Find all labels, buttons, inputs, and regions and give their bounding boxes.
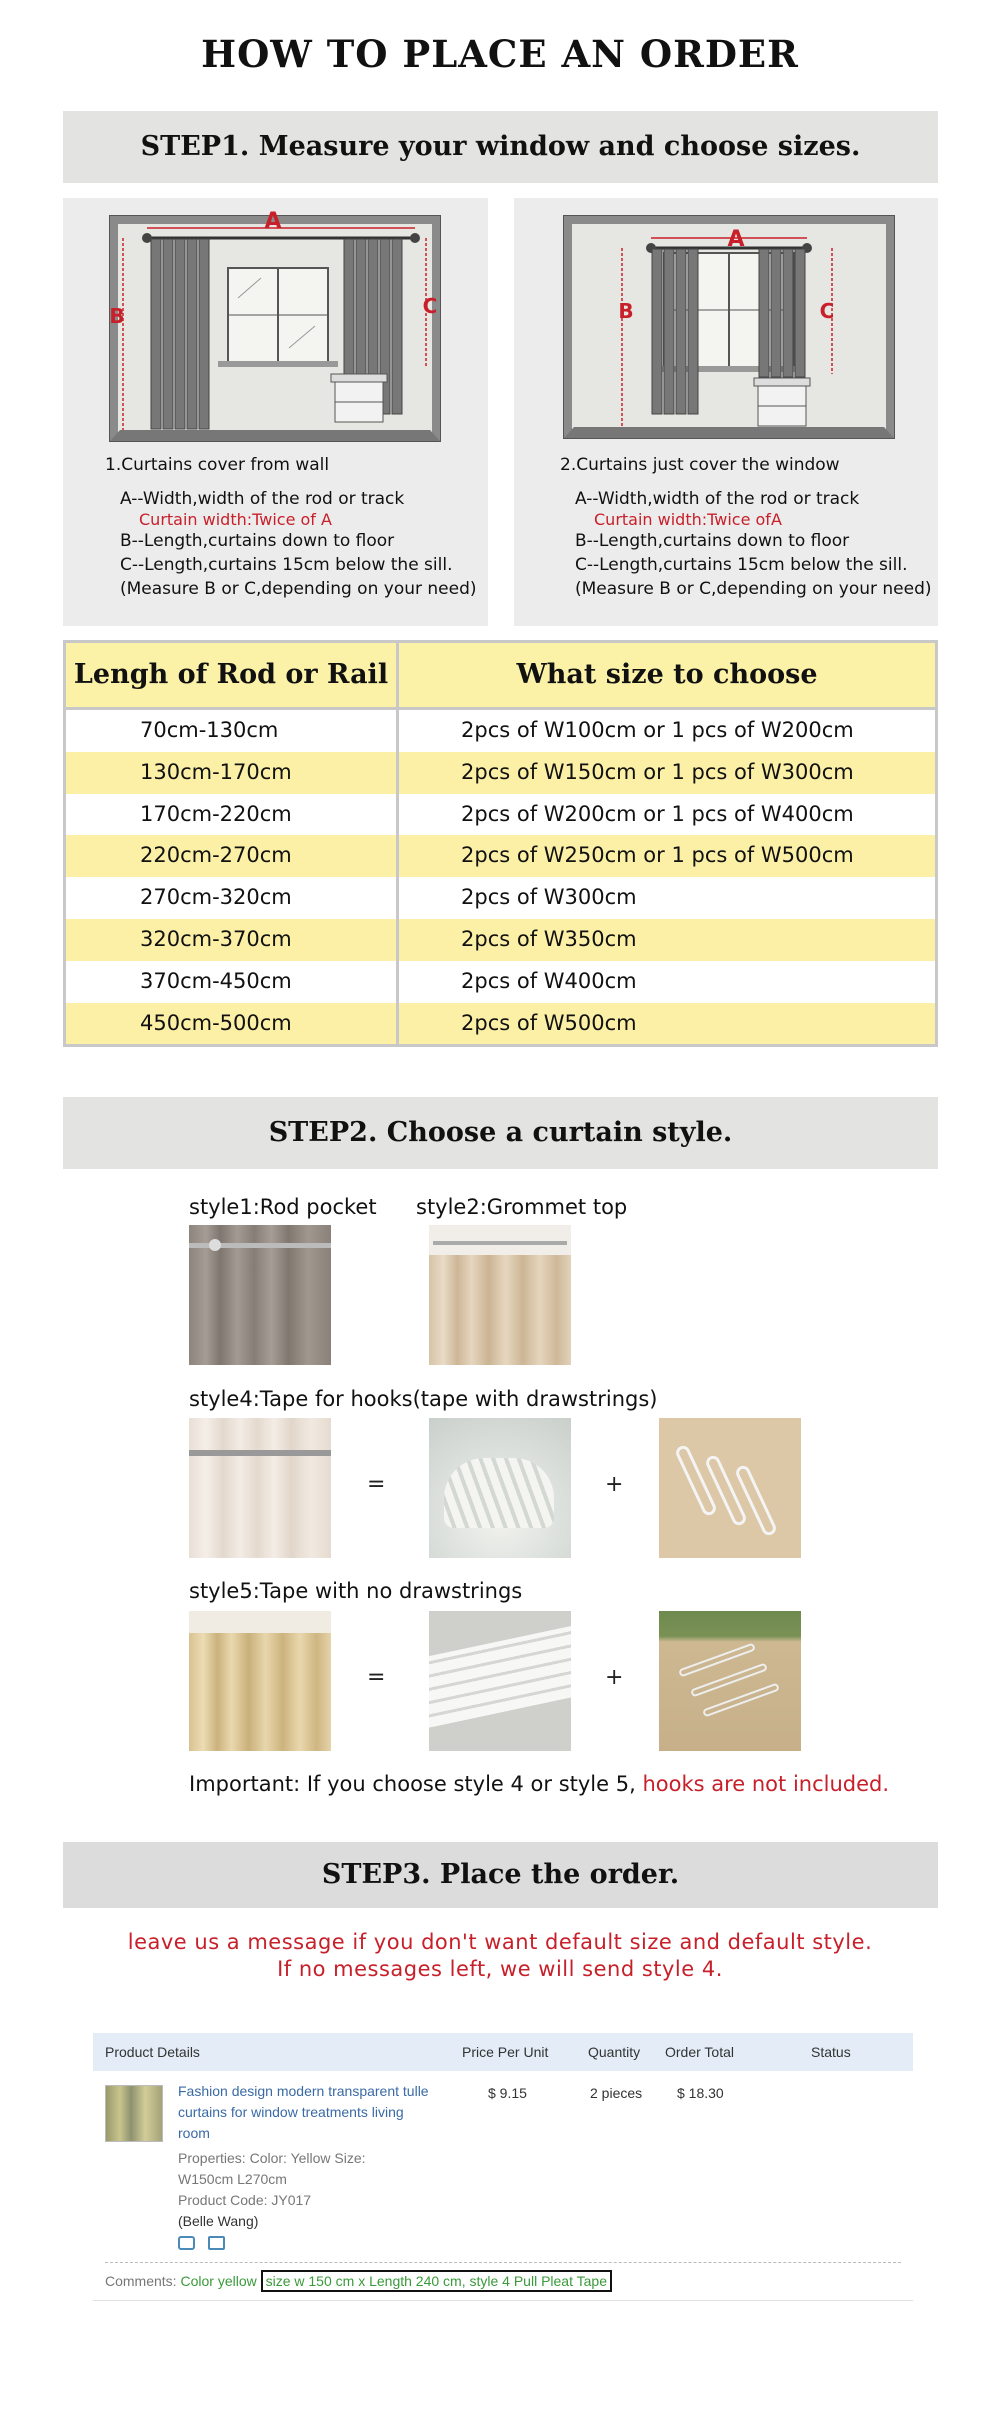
order-total-value: $ 18.30 [677, 2085, 724, 2101]
diagram1-caption: 1.Curtains cover from wall [105, 455, 330, 475]
plain-tape-photo [429, 1611, 571, 1751]
style1-label: style1:Rod pocket [189, 1195, 377, 1219]
divider [93, 2300, 913, 2301]
step3-heading: STEP3. Place the order. [63, 1842, 938, 1908]
rod-length-cell: 130cm-170cm [140, 759, 292, 784]
size-cell: 2pcs of W500cm [461, 1010, 637, 1035]
table-divider [66, 707, 935, 710]
room-diagram-window [514, 198, 938, 448]
column-product-details: Product Details [105, 2044, 200, 2060]
column-status: Status [811, 2044, 851, 2060]
price-per-unit: $ 9.15 [488, 2085, 527, 2101]
size-table [63, 640, 938, 1047]
order-message-line2: If no messages left, we will send style 4. [277, 1957, 723, 1981]
plus-sign: + [605, 1472, 624, 1497]
diagram2-line-a: A--Width,width of the rod or track [575, 489, 860, 509]
table-header-rod-length: Lengh of Rod or Rail [66, 643, 396, 707]
comments-label: Comments: [105, 2273, 177, 2289]
diagram1-line-b: B--Length,curtains down to floor [120, 531, 395, 551]
product-actions [178, 2235, 225, 2254]
column-price: Price Per Unit [462, 2044, 549, 2060]
important-note-warning: hooks are not included. [642, 1772, 890, 1796]
room-diagram-wall [63, 198, 488, 448]
page-title: HOW TO PLACE AN ORDER [201, 32, 799, 76]
product-name-line: curtains for window treatments living [178, 2104, 404, 2120]
rod-length-cell: 370cm-450cm [140, 968, 292, 993]
size-cell: 2pcs of W300cm [461, 885, 637, 910]
plus-sign: + [605, 1665, 624, 1690]
seller-name: (Belle Wang) [178, 2213, 259, 2229]
table-row [66, 1003, 935, 1045]
diagram2-curtain-width: Curtain width:Twice ofA [594, 510, 782, 529]
order-message-line1: leave us a message if you don't want default size and default style. [127, 1930, 873, 1954]
diagram1-label-b: B [109, 304, 125, 328]
table-row [66, 794, 935, 836]
diagram1-description [105, 453, 477, 601]
rod-length-cell: 270cm-320cm [140, 885, 292, 910]
table-row [66, 710, 935, 752]
plastic-hooks-photo [659, 1418, 801, 1558]
diagram2-label-a: A [727, 227, 745, 252]
product-properties-line: Properties: Color: Yellow Size: [178, 2150, 366, 2166]
order-comments [105, 2273, 612, 2289]
diagram1-line-c: C--Length,curtains 15cm below the sill. [120, 555, 453, 575]
diagram2-line-c: C--Length,curtains 15cm below the sill. [575, 555, 908, 575]
diagram1-label-c: C [422, 294, 438, 318]
table-row [66, 919, 935, 961]
diagram2-caption: 2.Curtains just cover the window [560, 455, 840, 475]
rod-length-cell: 320cm-370cm [140, 927, 292, 951]
order-summary [93, 2033, 913, 2301]
table-row [66, 961, 935, 1003]
product-name-line: Fashion design modern transparent tulle [178, 2083, 429, 2099]
diagram2-line-b: B--Length,curtains down to floor [575, 531, 850, 551]
column-order-total: Order Total [665, 2044, 734, 2060]
style5-label: style5:Tape with no drawstrings [189, 1579, 523, 1603]
product-name-link[interactable] [178, 2081, 429, 2144]
table-row [66, 752, 935, 794]
table-header-size: What size to choose [399, 643, 935, 707]
order-header [93, 2033, 913, 2071]
diagram1-note: (Measure B or C,depending on your need) [120, 579, 477, 599]
product-thumbnail[interactable] [105, 2085, 163, 2142]
size-cell: 2pcs of W150cm or 1 pcs of W300cm [461, 759, 854, 784]
style2-label: style2:Grommet top [416, 1195, 628, 1219]
size-cell: 2pcs of W400cm [461, 968, 637, 993]
diagram1-line-a: A--Width,width of the rod or track [120, 489, 405, 509]
step2-heading: STEP2. Choose a curtain style. [63, 1097, 938, 1169]
diagram-panel-window [514, 198, 938, 626]
pleated-curtain-photo [189, 1418, 331, 1558]
order-message [0, 1929, 1000, 1983]
grommet-curtain-photo [429, 1225, 571, 1365]
metal-hooks-photo [659, 1611, 801, 1751]
message-icon[interactable] [208, 2236, 225, 2250]
pinch-pleat-curtain-photo [189, 1611, 331, 1751]
size-cell: 2pcs of W100cm or 1 pcs of W200cm [461, 718, 854, 742]
diagram2-label-b: B [618, 299, 634, 323]
step1-heading: STEP1. Measure your window and choose sizes. [63, 111, 938, 183]
rod-length-cell: 170cm-220cm [140, 801, 292, 826]
comment-color: Color yellow [180, 2273, 257, 2289]
diagram2-label-c: C [819, 299, 835, 323]
diagram-panel-wall [63, 198, 488, 626]
rod-length-cell: 450cm-500cm [140, 1010, 292, 1035]
diagram1-label-a: A [264, 209, 282, 234]
equals-sign: = [367, 1472, 386, 1497]
rod-length-cell: 220cm-270cm [140, 843, 292, 868]
drawstring-tape-photo [429, 1418, 571, 1558]
style4-label: style4:Tape for hooks(tape with drawstrings) [189, 1387, 658, 1411]
diagram1-curtain-width: Curtain width:Twice of A [139, 510, 332, 529]
diagram2-note: (Measure B or C,depending on your need) [575, 579, 932, 599]
product-name-line: room [178, 2125, 210, 2141]
table-divider [396, 643, 399, 1044]
size-cell: 2pcs of W200cm or 1 pcs of W400cm [461, 801, 854, 826]
table-row [66, 877, 935, 919]
important-note-text: Important: If you choose style 4 or style 5, [189, 1772, 636, 1796]
divider [105, 2262, 901, 2263]
rod-length-cell: 70cm-130cm [140, 718, 279, 742]
diagram2-description [560, 453, 932, 601]
important-note [189, 1772, 889, 1796]
size-cell: 2pcs of W350cm [461, 927, 637, 951]
product-code: Product Code: JY017 [178, 2192, 312, 2208]
quantity-value: 2 pieces [590, 2085, 643, 2101]
comment-size-style: size w 150 cm x Length 240 cm, style 4 Pull Pleat Tape [261, 2270, 612, 2292]
rod-pocket-curtain-photo [189, 1225, 331, 1365]
product-properties [178, 2148, 366, 2232]
equals-sign: = [367, 1665, 386, 1690]
snapshot-icon[interactable] [178, 2236, 195, 2250]
column-quantity: Quantity [588, 2044, 641, 2060]
product-properties-line: W150cm L270cm [178, 2171, 287, 2187]
table-row [66, 835, 935, 877]
size-cell: 2pcs of W250cm or 1 pcs of W500cm [461, 843, 854, 868]
